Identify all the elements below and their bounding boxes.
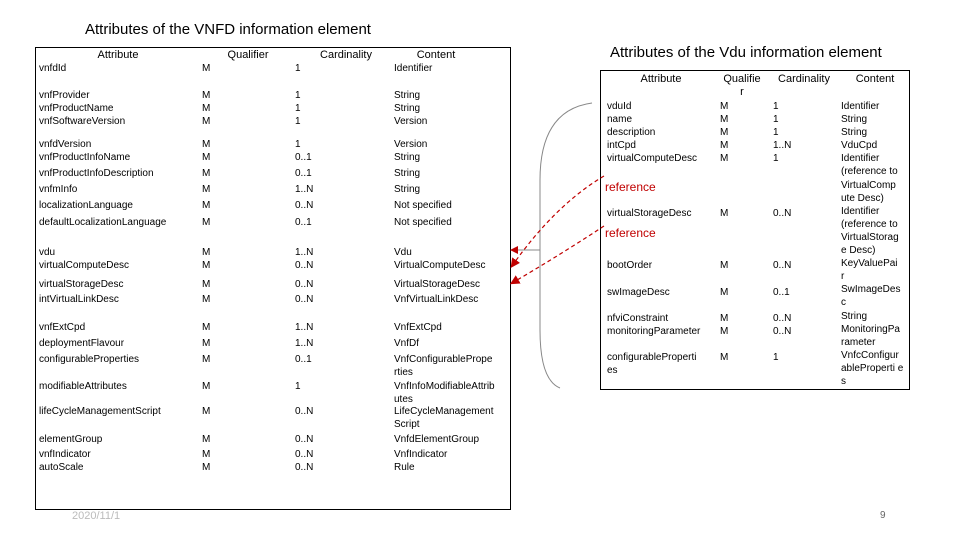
vnfd-row-content: String bbox=[394, 168, 421, 179]
reference-label-2: reference bbox=[605, 226, 656, 240]
reference-arrow-2 bbox=[512, 226, 604, 283]
vdu-row-cardinality: 1 bbox=[773, 352, 779, 363]
vnfd-row-content: VirtualStorageDesc bbox=[394, 279, 480, 290]
vdu-row-cardinality: 0..N bbox=[773, 260, 792, 271]
vdu-header-cardinality: Cardinality bbox=[778, 73, 830, 85]
vnfd-row-qualifier: M bbox=[202, 406, 211, 417]
reference-label-1: reference bbox=[605, 180, 656, 194]
vnfd-row-content: VnfDf bbox=[394, 338, 420, 349]
header-attribute: Attribute bbox=[97, 49, 139, 61]
vnfd-row-qualifier: M bbox=[202, 294, 211, 305]
vdu-row-qualifier: M bbox=[720, 208, 729, 219]
vdu-row-attribute: vduId name description intCpd virtualComputeDesc bbox=[607, 101, 698, 164]
vdu-row-cardinality: 0..N bbox=[773, 208, 792, 219]
vnfd-row-attribute: defaultLocalizationLanguage bbox=[39, 217, 167, 228]
vdu-header-attribute: Attribute bbox=[640, 73, 682, 85]
vdu-row-cardinality: 0..N 0..N bbox=[773, 313, 792, 337]
vnfd-row-cardinality: 0..N bbox=[295, 279, 314, 290]
vdu-header-content: Content bbox=[855, 73, 895, 85]
vnfd-row-attribute: elementGroup bbox=[39, 434, 103, 445]
vnfd-row-attribute: lifeCycleManagementScript bbox=[39, 406, 161, 417]
vnfd-row-cardinality: 1..N 0..N bbox=[295, 247, 314, 271]
vnfd-row-qualifier: M bbox=[202, 63, 211, 74]
vnfd-row-qualifier: M M M bbox=[202, 90, 211, 127]
vnfd-row-qualifier: M bbox=[202, 434, 211, 445]
vnfd-row-attribute: vnfProductInfoDescription bbox=[39, 168, 154, 179]
vnfd-row-attribute: modifiableAttributes bbox=[39, 381, 127, 392]
vnfd-row-content: VnfIndicator Rule bbox=[394, 449, 448, 473]
vnfd-row-cardinality: 0..1 bbox=[295, 168, 312, 179]
vdu-row-cardinality: 1 1 1 1..N 1 bbox=[773, 101, 792, 164]
vnfd-row-qualifier: M bbox=[202, 168, 211, 179]
vnfd-row-content: VnfConfigurablePrope rties bbox=[394, 354, 493, 378]
slide-date: 2020/11/1 bbox=[72, 510, 121, 522]
vnfd-row-attribute: configurableProperties bbox=[39, 354, 140, 365]
vnfd-row-content: Version String bbox=[394, 139, 428, 163]
vnfd-row-content: VnfExtCpd bbox=[394, 322, 442, 333]
vdu-row-qualifier: M M M M M bbox=[720, 101, 729, 164]
reference-arrow-1 bbox=[512, 176, 604, 266]
vnfd-row-cardinality: 0..N bbox=[295, 200, 314, 211]
vnfd-row-content: Identifier bbox=[394, 63, 433, 74]
vnfd-row-cardinality: 0..N 0..N bbox=[295, 449, 314, 473]
vnfd-row-content: Vdu VirtualComputeDesc bbox=[394, 247, 486, 271]
vnfd-row-attribute: vnfdVersion vnfProductInfoName bbox=[39, 139, 131, 163]
vnfd-row-attribute: vnfIndicator autoScale bbox=[39, 449, 91, 473]
vnfd-title: Attributes of the VNFD information element bbox=[85, 21, 371, 38]
vnfd-row-content: Not specified bbox=[394, 200, 452, 211]
vnfd-row-qualifier: M bbox=[202, 354, 211, 365]
vnfd-row-content: VnfVirtualLinkDesc bbox=[394, 294, 479, 305]
vnfd-row-qualifier: M M bbox=[202, 449, 211, 473]
vnfd-row-cardinality: 1..N bbox=[295, 322, 314, 333]
vnfd-row-cardinality: 0..1 bbox=[295, 217, 312, 228]
vnfd-row-content: VnfInfoModifiableAttrib utes bbox=[394, 381, 495, 405]
vnfd-row-qualifier: M bbox=[202, 381, 211, 392]
vnfd-row-content: Not specified bbox=[394, 217, 452, 228]
vdu-bracket bbox=[540, 103, 592, 388]
vdu-title: Attributes of the Vdu information element bbox=[610, 44, 882, 61]
vdu-row-qualifier: M bbox=[720, 260, 729, 271]
vdu-row-attribute: nfviConstraint monitoringParameter bbox=[607, 313, 701, 337]
vnfd-row-content: String bbox=[394, 184, 421, 195]
vnfd-row-attribute: vnfExtCpd bbox=[39, 322, 86, 333]
vdu-row-attribute: configurableProperti es bbox=[607, 352, 697, 376]
vdu-content-column: Identifier String String VduCpd Identifier (reference to VirtualComp ute Desc) Identifier (reference to VirtualStorag e Desc) KeyValuePai r SwImageDes c String MonitoringPa rameter VnfcConfigur ableProperti e s bbox=[841, 101, 904, 387]
vnfd-row-cardinality: 1 bbox=[295, 63, 301, 74]
vnfd-row-cardinality: 0..1 bbox=[295, 354, 312, 365]
vdu-row-qualifier: M bbox=[720, 352, 729, 363]
vnfd-row-qualifier: M bbox=[202, 322, 211, 333]
vdu-row-qualifier: M M bbox=[720, 313, 729, 337]
vdu-row-cardinality: 0..1 bbox=[773, 287, 790, 298]
header-cardinality: Cardinality bbox=[320, 49, 372, 61]
vnfd-row-qualifier: M bbox=[202, 338, 211, 349]
vnfd-row-cardinality: 0..N bbox=[295, 434, 314, 445]
vnfd-row-cardinality: 1 bbox=[295, 381, 301, 392]
vnfd-row-cardinality: 1 1 1 bbox=[295, 90, 301, 127]
vnfd-row-qualifier: M M bbox=[202, 247, 211, 271]
vnfd-row-content: VnfdElementGroup bbox=[394, 434, 480, 445]
header-qualifier: Qualifier bbox=[227, 49, 269, 61]
vdu-row-attribute: virtualStorageDesc bbox=[607, 208, 692, 219]
vnfd-row-qualifier: M bbox=[202, 217, 211, 228]
vdu-header-qualifier: Qualifie r bbox=[723, 73, 761, 98]
vnfd-row-attribute: virtualStorageDesc bbox=[39, 279, 124, 290]
vnfd-row-attribute: localizationLanguage bbox=[39, 200, 133, 211]
vnfd-row-attribute: intVirtualLinkDesc bbox=[39, 294, 119, 305]
vnfd-row-attribute: deploymentFlavour bbox=[39, 338, 125, 349]
vnfd-row-qualifier: M bbox=[202, 279, 211, 290]
vnfd-row-cardinality: 1..N bbox=[295, 184, 314, 195]
vnfd-row-qualifier: M bbox=[202, 200, 211, 211]
vdu-row-attribute: swImageDesc bbox=[607, 287, 670, 298]
vnfd-row-attribute: vdu virtualComputeDesc bbox=[39, 247, 130, 271]
vnfd-row-cardinality: 1..N bbox=[295, 338, 314, 349]
header-content: Content bbox=[416, 49, 456, 61]
vnfd-row-cardinality: 0..N bbox=[295, 406, 314, 417]
vnfd-row-attribute: vnfProvider vnfProductName vnfSoftwareVersion bbox=[39, 90, 126, 127]
vnfd-row-content: String String Version bbox=[394, 90, 428, 127]
vdu-row-attribute: bootOrder bbox=[607, 260, 653, 271]
vnfd-row-qualifier: M M bbox=[202, 139, 211, 163]
vnfd-row-cardinality: 1 0..1 bbox=[295, 139, 312, 163]
vnfd-row-attribute: vnfmInfo bbox=[39, 184, 78, 195]
vnfd-row-content: LifeCycleManagement Script bbox=[394, 406, 494, 430]
vdu-row-qualifier: M bbox=[720, 287, 729, 298]
vnfd-row-qualifier: M bbox=[202, 184, 211, 195]
vnfd-row-cardinality: 0..N bbox=[295, 294, 314, 305]
vnfd-row-attribute: vnfdId bbox=[39, 63, 67, 74]
page-number: 9 bbox=[880, 510, 886, 521]
